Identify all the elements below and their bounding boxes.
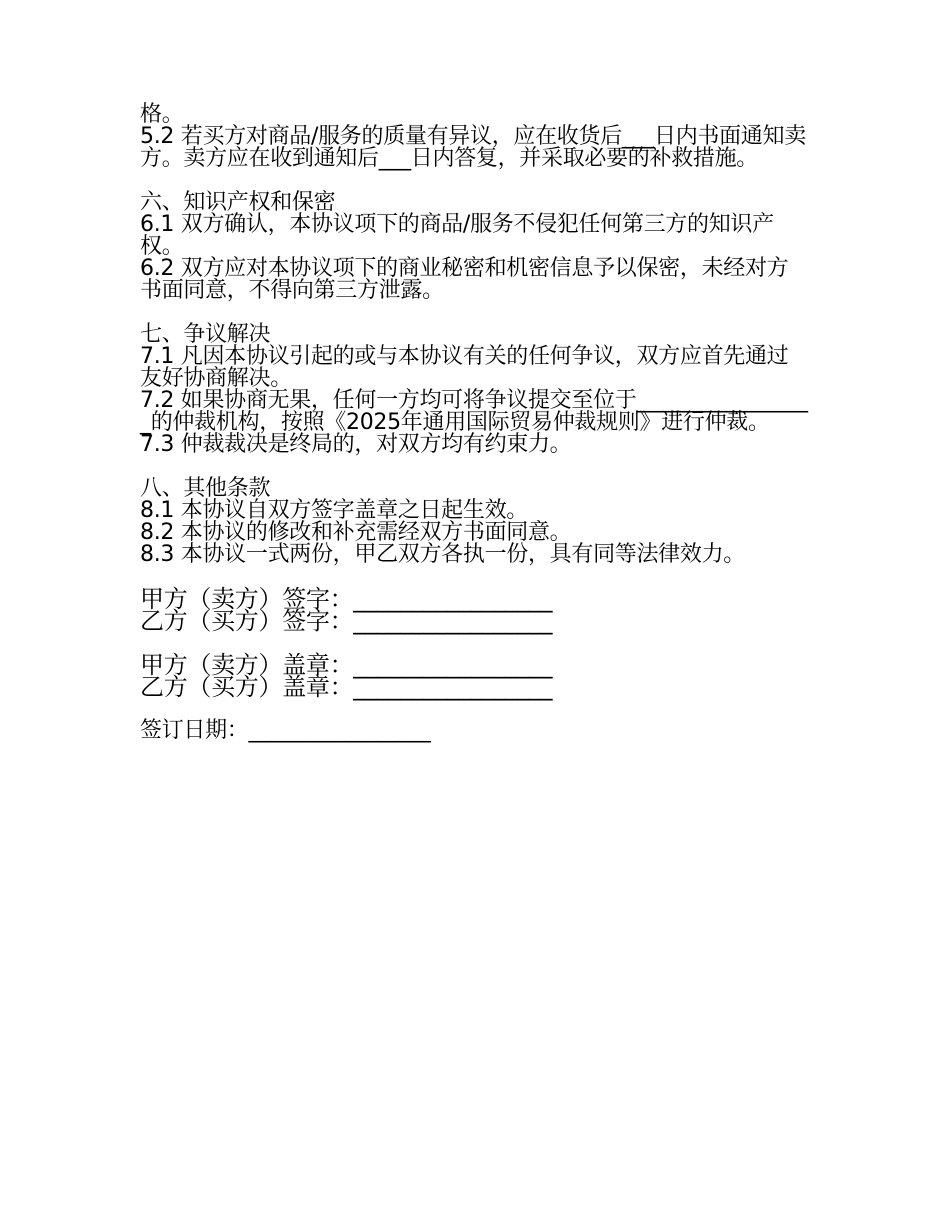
spacer bbox=[140, 456, 810, 478]
signature-block bbox=[140, 585, 810, 701]
clause-8-2: 8.2 本协议的修改和补充需经双方书面同意。 bbox=[140, 520, 572, 545]
spacer bbox=[140, 302, 810, 324]
spacer bbox=[140, 698, 810, 720]
section5-line-tail: 格。 bbox=[140, 102, 184, 127]
clause-7-1: 7.1 凡因本协议引起的或与本协议有关的任何争议，双方应首先通过友好协商解决。 bbox=[140, 344, 789, 391]
clause-7-3: 7.3 仲裁裁决是终局的，对双方均有约束力。 bbox=[140, 432, 572, 457]
seller-signature-line: 甲方（卖方）签字：_________________ bbox=[140, 585, 553, 613]
document-body bbox=[140, 104, 810, 742]
clause-8-1: 8.1 本协议自双方签字盖章之日起生效。 bbox=[140, 498, 528, 523]
signing-date-line: 签订日期：_________________ bbox=[140, 718, 431, 743]
section7-heading: 七、争议解决 bbox=[140, 322, 271, 347]
seller-seal-line: 甲方（卖方）盖章：_________________ bbox=[140, 651, 553, 679]
clause-8-3: 8.3 本协议一式两份，甲乙双方各执一份，具有同等法律效力。 bbox=[140, 542, 745, 567]
clause-6-2: 6.2 双方应对本协议项下的商业秘密和机密信息予以保密，未经对方书面同意，不得向第三方泄露。 bbox=[140, 256, 789, 303]
clause-7-2: 7.2 如果协商无果，任何一方均可将争议提交至位于_________________的仲裁机构，按照《2025年通用国际贸易仲裁规则》进行仲裁。 bbox=[140, 388, 808, 435]
buyer-seal-line: 乙方（买方）盖章：_________________ bbox=[140, 673, 553, 701]
clause-5-2: 5.2 若买方对商品/服务的质量有异议，应在收货后___日内书面通知卖方。卖方应在收到通知后___日内答复，并采取必要的补救措施。 bbox=[140, 124, 806, 171]
section8-heading: 八、其他条款 bbox=[140, 476, 271, 501]
clause-6-1: 6.1 双方确认，本协议项下的商品/服务不侵犯任何第三方的知识产权。 bbox=[140, 212, 774, 259]
spacer bbox=[140, 170, 810, 192]
buyer-signature-line: 乙方（买方）签字：_________________ bbox=[140, 607, 553, 635]
section6-heading: 六、知识产权和保密 bbox=[140, 190, 336, 215]
